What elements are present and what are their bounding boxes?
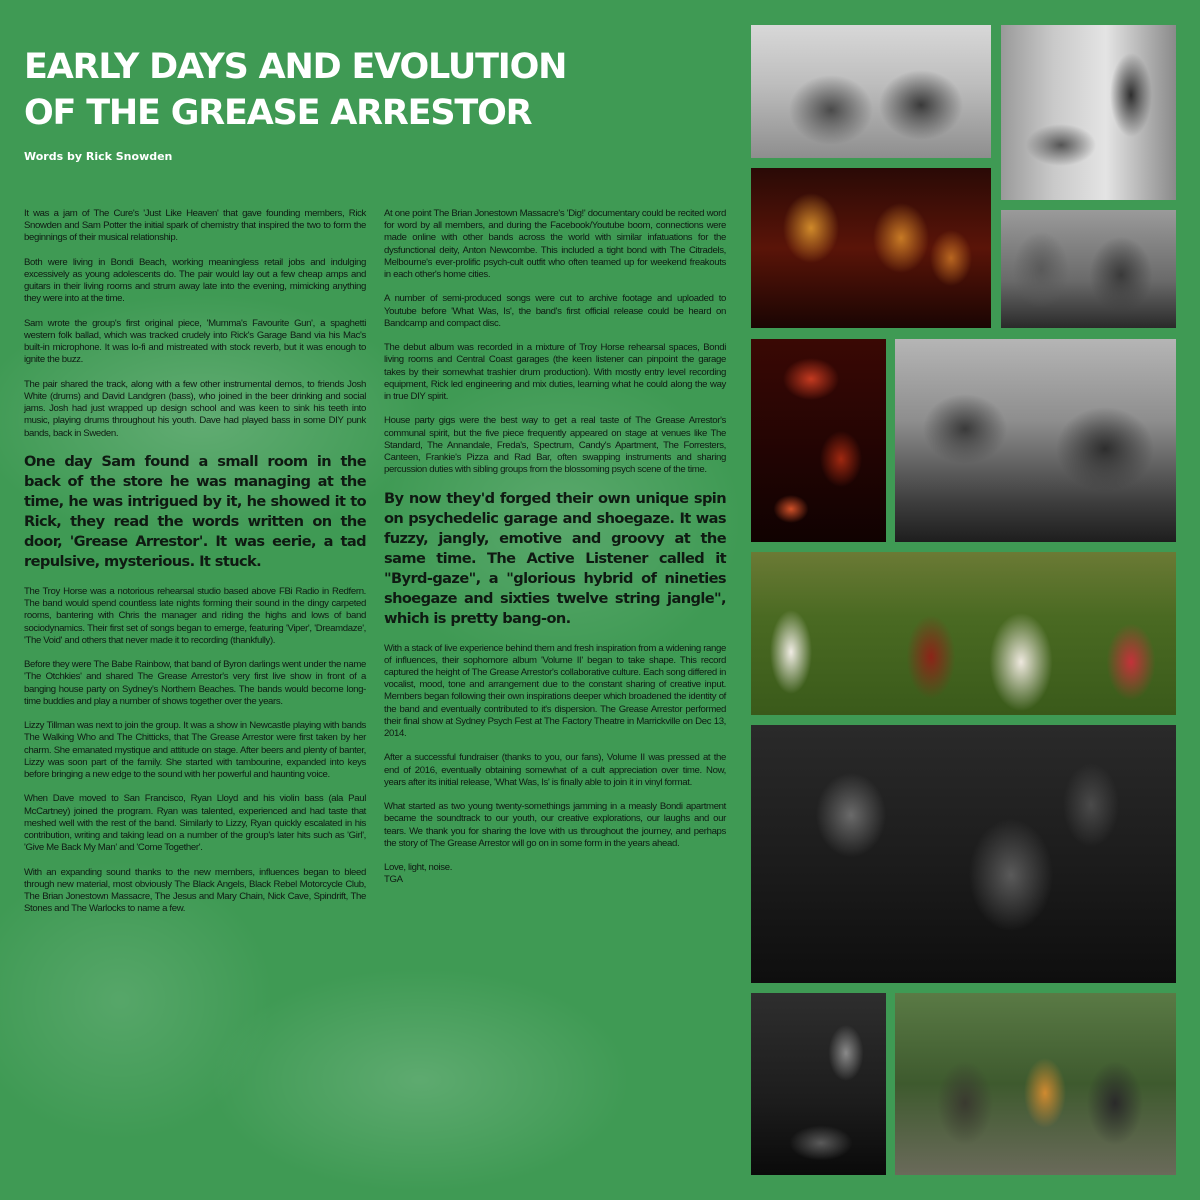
- photo-red-stage-light: [751, 339, 886, 542]
- paragraph: When Dave moved to San Francisco, Ryan Lloyd and his violin bass (ala Paul McCartney) joined the program. Ryan was talented, experienced and had taste that meshed well with the rest of the band. Similarly to Lizzy, Ryan quickly escalated in his contribution, writing and taking lead on a number of the group's later hits such as 'Girl', 'Give Me Back My Man' and 'Come Together'.: [24, 793, 366, 854]
- paragraph: Before they were The Babe Rainbow, that band of Byron darlings went under the name 'The Otchkies' and shared The Grease Arrestor's very first live show in front of a banging house party on Sydney's Northern Beaches. The bands would become long-time buddies and play a number of shows together over the years.: [24, 659, 366, 707]
- paragraph: At one point The Brian Jonestown Massacre's 'Dig!' documentary could be recited word for word by all members, and during the Facebook/Youtube boom, connections were made online with other bands across the world with similar infatuations for the dysfunctional deity, Anton Newcombe. This included a tight bond with The Citradels, Melbourne's ever-prolific psych-cult outfit who often teamed up for weekend freakouts in each other's home cities.: [384, 208, 726, 281]
- paragraph: House party gigs were the best way to get a real taste of The Grease Arrestor's communal spirit, but the five piece frequently appeared on stage at venues like The Standard, The Annandale, Freda's, Spectrum, Candy's Apartment, The Forresters, Canteen, Frankie's Pizza and Rad Bar, often swapping instruments and sharing percussion duties with sibling groups from the blossoming psych scene of the time.: [384, 415, 726, 476]
- photo-studio-session-bw: [895, 339, 1176, 542]
- title-line-2: OF THE GREASE ARRESTOR: [24, 93, 532, 133]
- paragraph: Both were living in Bondi Beach, working meaningless retail jobs and indulging excessively as young adolescents do. The pair would lay out a few cheap amps and guitars in their living rooms and strum away late into the evening, mimicking anything they were into at the time.: [24, 256, 366, 305]
- byline: Words by Rick Snowden: [24, 150, 173, 163]
- paragraph: What started as two young twenty-somethings jamming in a measly Bondi apartment became the soundtrack to our youth, our creative explorations, our laughs and our tears. We thank you for sharing the love with us throughout the journey, and perhaps the story of The Grease Arrestor will go on in some form in the years ahead.: [384, 801, 726, 849]
- photo-live-stage-red: [751, 168, 991, 328]
- paragraph: Sam wrote the group's first original piece, 'Mumma's Favourite Gun', a spaghetti western folk ballad, which was tracked crudely into Rick's Garage Band via his Mac's built-in microphone. It was lo-fi and mistreated with stock reverb, but it was enough to ignite the buzz.: [24, 317, 366, 366]
- pull-quote: By now they'd forged their own unique spin on psychedelic garage and shoegaze. It was fuzzy, jangly, emotive and groovy at the same time. The Active Listener called it "Byrd-gaze", a "glorious hybrid of nineties shoegaze and sixties twelve string jangle", which is pretty bang-on.: [384, 489, 726, 627]
- paragraph: The pair shared the track, along with a few other instrumental demos, to friends Josh White (drums) and David Landgren (bass), who joined in the beer drinking and social jams. Josh had just wrapped up design school and was keen to sink his teeth into music, playing drums throughout his youth. Dave had played bass in some DIY punk bands, back in Sweden.: [24, 378, 366, 439]
- paragraph: A number of semi-produced songs were cut to archive footage and uploaded to Youtube before 'What Was, Is', the band's first official release could be heard on Bandcamp and compact disc.: [384, 293, 726, 329]
- page-title: [24, 44, 724, 136]
- paragraph: With an expanding sound thanks to the new members, influences began to bleed through new material, most obviously The Black Angels, Black Rebel Motorcycle Club, The Brian Jonestown Massacre, The Jesus and Mary Chain, Nick Cave, Spindrift, The Stones and The Warlocks to name a few.: [24, 866, 366, 915]
- photo-band-portrait-bw: [751, 725, 1176, 983]
- photo-living-room-jam: [751, 25, 991, 158]
- paragraph: With a stack of live experience behind them and fresh inspiration from a widening range of influences, their sophomore album 'Volume II' began to take shape. This record captured the height of The Grease Arrestor's collaborative culture. Each song differed in vocalist, mood, tone and arrangement due to the constant sharing of creative input. Members began following their own inspirations deeper which broadened the identity of the band and eventually contributed to it's dispersion. The Grease Arrestor performed their final show at Sydney Psych Fest at The Factory Theatre in Marrickville on Dec 13, 2014.: [384, 642, 726, 740]
- right-text-column: [384, 208, 726, 899]
- left-text-column: [24, 208, 366, 928]
- paragraph: The debut album was recorded in a mixture of Troy Horse rehearsal spaces, Bondi living rooms and Central Coast garages (the keen listener can pinpoint the garage takes by their somewhat trashier drum production). With mostly entry level recording equipment, Rick led engineering and mix duties, learning what he could along the way in true DIY spirit.: [384, 342, 726, 403]
- title-line-1: EARLY DAYS AND EVOLUTION: [24, 47, 567, 87]
- photo-band-group-outdoor: [895, 993, 1176, 1175]
- photo-guitarists-bw: [1001, 210, 1176, 328]
- signoff-initials: TGA: [384, 874, 403, 886]
- photo-live-singer-bw: [751, 993, 886, 1175]
- signoff: Love, light, noise.: [384, 862, 453, 874]
- photo-band-outdoor-garden: [751, 552, 1176, 715]
- paragraph: Lizzy Tillman was next to join the group. It was a show in Newcastle playing with bands The Walking Who and The Chitticks, that The Grease Arrestor were first taken by her charm. She emanated mystique and attitude on stage. After beers and plenty of banter, Lizzy was soon part of the family. She started with tambourine, expanded into keys before bringing a new edge to the sound with her powerful and haunting voice.: [24, 720, 366, 781]
- paragraph: The Troy Horse was a notorious rehearsal studio based above FBi Radio in Redfern. The band would spend countless late nights forming their sound in the dingy carpeted rooms, bantering with Chris the manager and riding the highs and lows of band sociodynamics. Their first set of songs began to emerge, featuring 'Viper', 'Dreamdaze', 'The Void' and others that never made it to recording (thankfully).: [24, 586, 366, 646]
- paragraph: It was a jam of The Cure's 'Just Like Heaven' that gave founding members, Rick Snowden and Sam Potter the initial spark of chemistry that inspired the two to form the beginnings of their musical relationship.: [24, 208, 366, 244]
- photo-garage-rehearsal: [1001, 25, 1176, 200]
- pull-quote: One day Sam found a small room in the back of the store he was managing at the time, he was intrigued by it, he showed it to Rick, they read the words written on the door, 'Grease Arrestor'. It was eerie, a tad repulsive, mysterious. It stuck.: [24, 453, 366, 570]
- paragraph: After a successful fundraiser (thanks to you, our fans), Volume II was pressed at the end of 2016, eventually obtaining somewhat of a cult appreciation over time. Now, years after its initial release, 'What Was, Is' is finally able to join it in vinyl format.: [384, 752, 726, 788]
